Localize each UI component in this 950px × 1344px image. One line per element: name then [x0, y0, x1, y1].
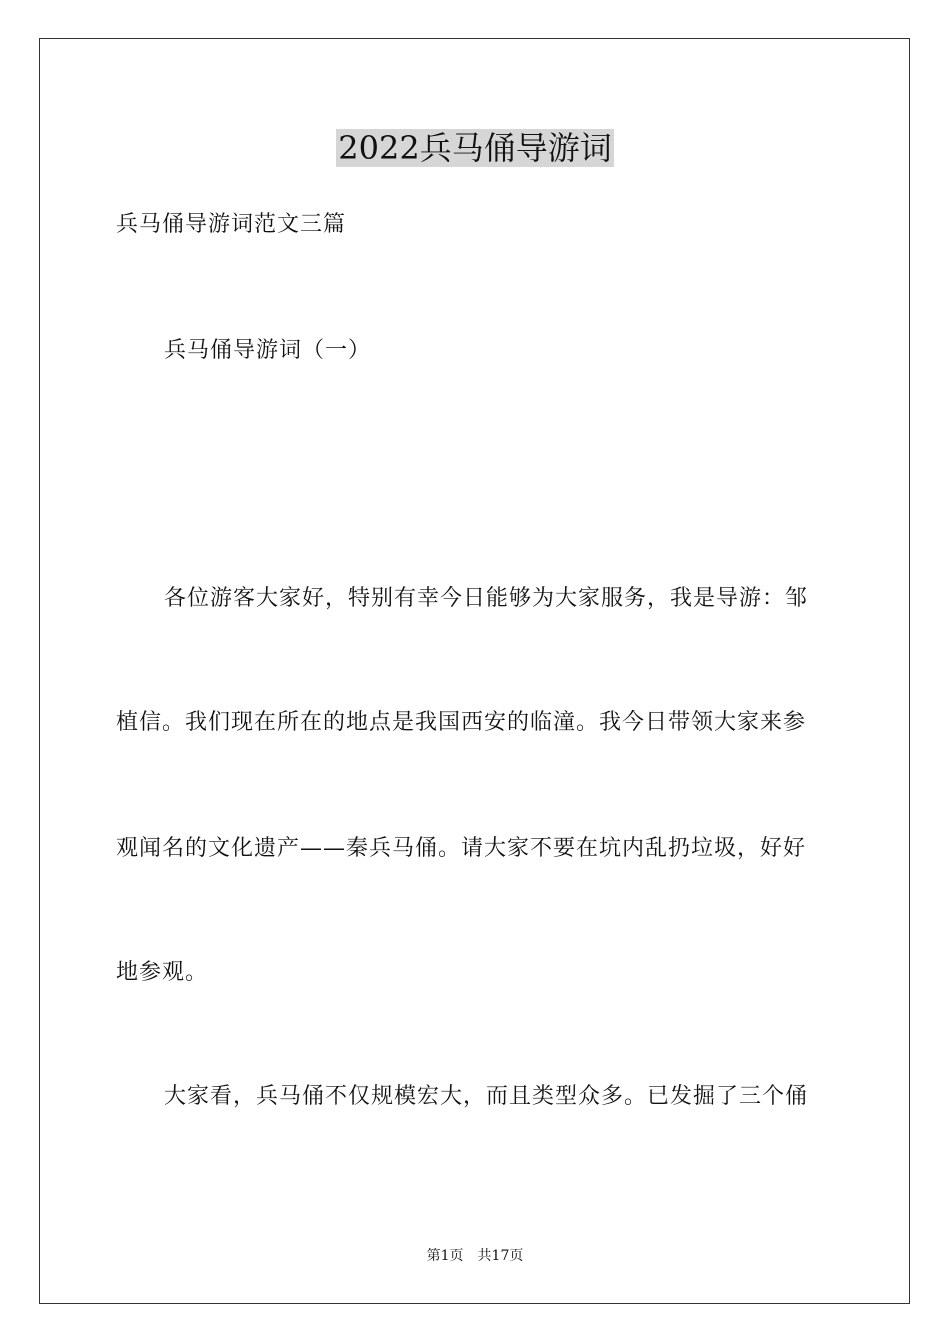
- paragraph-line: 大家看，兵马俑不仅规模宏大，而且类型众多。已发掘了三个俑: [164, 1084, 809, 1109]
- paragraph-line: 植信。我们现在所在的地点是我国西安的临潼。我今日带领大家来参: [116, 710, 807, 735]
- document-title: 2022兵马俑导游词: [338, 129, 612, 167]
- paragraph-line: 地参观。: [116, 960, 209, 985]
- page-number: 第1页: [426, 1248, 464, 1264]
- page-footer: [0, 1246, 950, 1266]
- page-total: 共17页: [477, 1248, 524, 1264]
- document-subtitle: 兵马俑导游词范文三篇: [116, 212, 347, 237]
- section-heading: 兵马俑导游词（一）: [164, 338, 372, 363]
- paragraph-line: 各位游客大家好，特别有幸今日能够为大家服务，我是导游：邹: [164, 586, 809, 611]
- document-title-block: [0, 128, 950, 168]
- paragraph-line: 观闻名的文化遗产——秦兵马俑。请大家不要在坑内乱扔垃圾，好好: [116, 836, 807, 861]
